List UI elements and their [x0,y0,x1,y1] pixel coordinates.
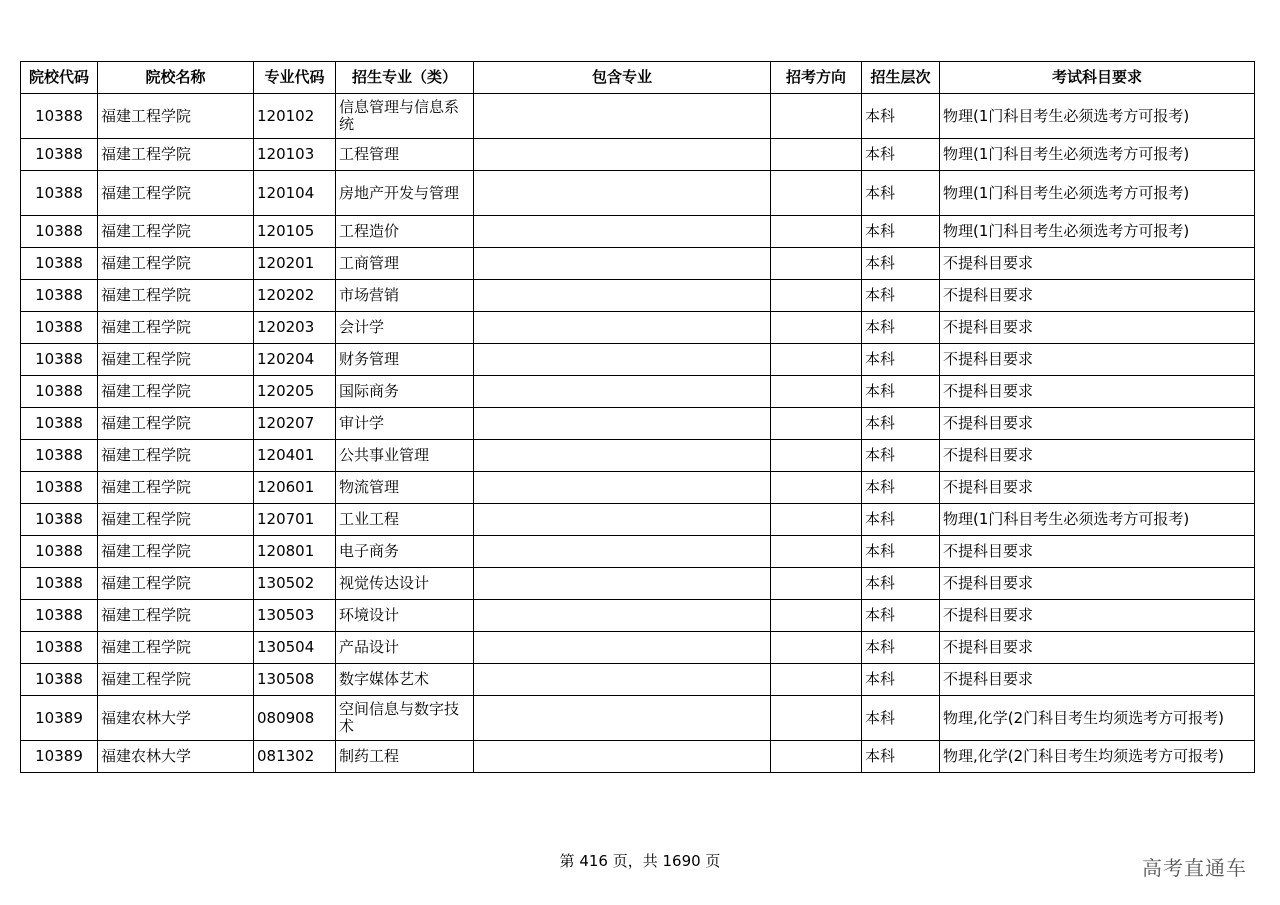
cell-major: 空间信息与数字技术 [336,696,474,741]
cell-school-name: 福建农林大学 [98,741,254,773]
header-level: 招生层次 [862,62,940,94]
cell-includes [474,376,771,408]
cell-major: 电子商务 [336,536,474,568]
cell-major-code: 120201 [254,248,336,280]
cell-major: 工商管理 [336,248,474,280]
cell-major-code: 120102 [254,94,336,139]
cell-includes [474,600,771,632]
cell-school-name: 福建工程学院 [98,600,254,632]
cell-requirement: 物理(1门科目考生必须选考方可报考) [940,504,1255,536]
cell-major-code: 120205 [254,376,336,408]
cell-major: 会计学 [336,312,474,344]
cell-school-code: 10388 [21,664,98,696]
cell-school-name: 福建工程学院 [98,216,254,248]
cell-level: 本科 [862,632,940,664]
cell-requirement: 物理(1门科目考生必须选考方可报考) [940,139,1255,171]
cell-level: 本科 [862,696,940,741]
cell-school-code: 10388 [21,216,98,248]
table-row [21,536,1255,568]
cell-includes [474,139,771,171]
cell-requirement: 不提科目要求 [940,344,1255,376]
cell-includes [474,504,771,536]
cell-direction [771,280,862,312]
cell-school-name: 福建工程学院 [98,632,254,664]
cell-requirement: 不提科目要求 [940,408,1255,440]
header-school-name: 院校名称 [98,62,254,94]
table-row [21,472,1255,504]
cell-level: 本科 [862,472,940,504]
cell-major-code: 120207 [254,408,336,440]
cell-level: 本科 [862,139,940,171]
cell-level: 本科 [862,171,940,216]
cell-direction [771,696,862,741]
cell-major: 财务管理 [336,344,474,376]
cell-major: 制药工程 [336,741,474,773]
cell-includes [474,568,771,600]
cell-school-code: 10389 [21,696,98,741]
table-row [21,600,1255,632]
cell-level: 本科 [862,312,940,344]
cell-requirement: 物理(1门科目考生必须选考方可报考) [940,216,1255,248]
cell-direction [771,504,862,536]
cell-school-code: 10388 [21,280,98,312]
cell-major-code: 120701 [254,504,336,536]
cell-school-code: 10388 [21,94,98,139]
header-direction: 招考方向 [771,62,862,94]
cell-requirement: 不提科目要求 [940,600,1255,632]
table-row [21,216,1255,248]
table-row [21,376,1255,408]
cell-includes [474,696,771,741]
cell-school-code: 10388 [21,139,98,171]
cell-direction [771,171,862,216]
table-row [21,248,1255,280]
cell-school-name: 福建工程学院 [98,568,254,600]
cell-includes [474,248,771,280]
cell-school-code: 10388 [21,344,98,376]
cell-requirement: 不提科目要求 [940,632,1255,664]
cell-includes [474,632,771,664]
table-row [21,741,1255,773]
cell-level: 本科 [862,664,940,696]
cell-major-code: 081302 [254,741,336,773]
cell-includes [474,472,771,504]
cell-level: 本科 [862,536,940,568]
cell-level: 本科 [862,280,940,312]
cell-includes [474,94,771,139]
cell-major: 房地产开发与管理 [336,171,474,216]
cell-major-code: 120105 [254,216,336,248]
cell-direction [771,632,862,664]
watermark-logo: 高考直通车 [1142,856,1247,880]
cell-level: 本科 [862,376,940,408]
cell-direction [771,600,862,632]
cell-school-name: 福建工程学院 [98,408,254,440]
cell-direction [771,664,862,696]
cell-major: 市场营销 [336,280,474,312]
cell-includes [474,216,771,248]
cell-school-name: 福建工程学院 [98,472,254,504]
cell-major: 审计学 [336,408,474,440]
cell-school-name: 福建工程学院 [98,94,254,139]
cell-school-name: 福建工程学院 [98,376,254,408]
cell-school-name: 福建工程学院 [98,248,254,280]
cell-includes [474,344,771,376]
table-row [21,632,1255,664]
table-row [21,568,1255,600]
cell-major-code: 120801 [254,536,336,568]
cell-level: 本科 [862,568,940,600]
cell-major-code: 130508 [254,664,336,696]
cell-direction [771,94,862,139]
cell-direction [771,568,862,600]
cell-level: 本科 [862,741,940,773]
cell-requirement: 不提科目要求 [940,472,1255,504]
cell-school-name: 福建工程学院 [98,312,254,344]
cell-school-name: 福建工程学院 [98,280,254,312]
cell-direction [771,741,862,773]
cell-school-code: 10388 [21,632,98,664]
cell-school-code: 10389 [21,741,98,773]
table-row [21,440,1255,472]
cell-school-code: 10388 [21,600,98,632]
cell-direction [771,248,862,280]
cell-major: 物流管理 [336,472,474,504]
cell-school-code: 10388 [21,171,98,216]
cell-school-name: 福建工程学院 [98,504,254,536]
table-row [21,664,1255,696]
table-row [21,504,1255,536]
header-requirement: 考试科目要求 [940,62,1255,94]
cell-major-code: 130504 [254,632,336,664]
cell-direction [771,344,862,376]
cell-school-code: 10388 [21,312,98,344]
table-row [21,171,1255,216]
cell-includes [474,664,771,696]
table-row [21,344,1255,376]
cell-includes [474,440,771,472]
cell-major-code: 120203 [254,312,336,344]
cell-major-code: 130503 [254,600,336,632]
cell-level: 本科 [862,344,940,376]
cell-school-name: 福建农林大学 [98,696,254,741]
cell-direction [771,216,862,248]
cell-level: 本科 [862,216,940,248]
cell-requirement: 物理(1门科目考生必须选考方可报考) [940,171,1255,216]
cell-major: 国际商务 [336,376,474,408]
cell-major-code: 120204 [254,344,336,376]
table-body [21,94,1255,773]
header-major: 招生专业（类） [336,62,474,94]
cell-school-code: 10388 [21,472,98,504]
cell-school-code: 10388 [21,440,98,472]
table-row [21,696,1255,741]
cell-includes [474,741,771,773]
cell-school-code: 10388 [21,568,98,600]
table-row [21,94,1255,139]
header-school-code: 院校代码 [21,62,98,94]
cell-school-code: 10388 [21,536,98,568]
cell-major-code: 120202 [254,280,336,312]
table-row [21,312,1255,344]
cell-major-code: 080908 [254,696,336,741]
cell-includes [474,536,771,568]
cell-requirement: 不提科目要求 [940,376,1255,408]
cell-major-code: 120104 [254,171,336,216]
cell-level: 本科 [862,440,940,472]
cell-major-code: 120601 [254,472,336,504]
cell-major: 工程造价 [336,216,474,248]
cell-major: 数字媒体艺术 [336,664,474,696]
cell-major-code: 120103 [254,139,336,171]
table-row [21,139,1255,171]
cell-major-code: 120401 [254,440,336,472]
cell-requirement: 物理,化学(2门科目考生均须选考方可报考) [940,696,1255,741]
cell-requirement: 不提科目要求 [940,280,1255,312]
cell-school-code: 10388 [21,376,98,408]
header-major-code: 专业代码 [254,62,336,94]
cell-major-code: 130502 [254,568,336,600]
cell-requirement: 不提科目要求 [940,248,1255,280]
page-number: 第 416 页，共 1690 页 [559,852,721,870]
cell-includes [474,171,771,216]
cell-school-name: 福建工程学院 [98,171,254,216]
cell-requirement: 物理(1门科目考生必须选考方可报考) [940,94,1255,139]
table-header-row [21,62,1255,94]
cell-requirement: 不提科目要求 [940,440,1255,472]
cell-requirement: 不提科目要求 [940,312,1255,344]
cell-school-name: 福建工程学院 [98,664,254,696]
cell-direction [771,440,862,472]
cell-includes [474,408,771,440]
cell-major: 公共事业管理 [336,440,474,472]
cell-major: 视觉传达设计 [336,568,474,600]
enrollment-table [20,61,1255,773]
cell-includes [474,312,771,344]
cell-level: 本科 [862,408,940,440]
cell-school-name: 福建工程学院 [98,440,254,472]
cell-school-code: 10388 [21,248,98,280]
table-row [21,280,1255,312]
cell-level: 本科 [862,94,940,139]
cell-major: 工程管理 [336,139,474,171]
cell-school-code: 10388 [21,408,98,440]
cell-school-code: 10388 [21,504,98,536]
cell-level: 本科 [862,504,940,536]
cell-school-name: 福建工程学院 [98,344,254,376]
cell-direction [771,312,862,344]
cell-requirement: 不提科目要求 [940,536,1255,568]
table-row [21,408,1255,440]
cell-school-name: 福建工程学院 [98,139,254,171]
cell-major: 工业工程 [336,504,474,536]
cell-level: 本科 [862,600,940,632]
cell-major: 产品设计 [336,632,474,664]
header-includes: 包含专业 [474,62,771,94]
cell-direction [771,408,862,440]
cell-major: 环境设计 [336,600,474,632]
cell-direction [771,139,862,171]
cell-requirement: 物理,化学(2门科目考生均须选考方可报考) [940,741,1255,773]
cell-includes [474,280,771,312]
cell-requirement: 不提科目要求 [940,664,1255,696]
cell-direction [771,376,862,408]
cell-direction [771,536,862,568]
cell-major: 信息管理与信息系统 [336,94,474,139]
cell-school-name: 福建工程学院 [98,536,254,568]
cell-requirement: 不提科目要求 [940,568,1255,600]
cell-direction [771,472,862,504]
cell-level: 本科 [862,248,940,280]
